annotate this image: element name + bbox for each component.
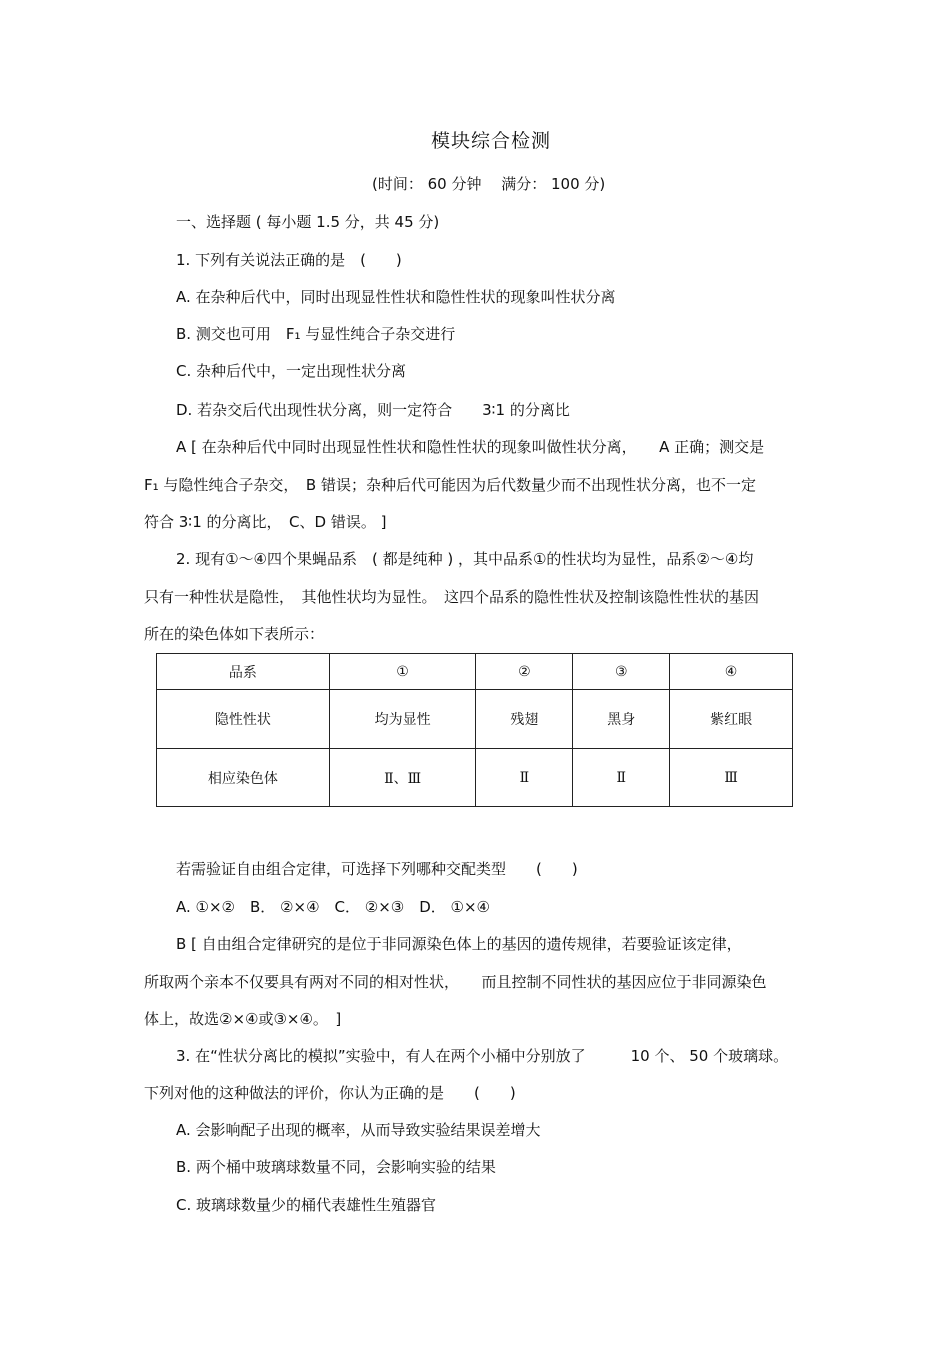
table-row: [157, 654, 793, 690]
q1-answer-line-2: F₁ 与隐性纯合子杂交， B 错误；杂种后代可能因为后代数量少而不出现性状分离，也不一定: [144, 476, 756, 494]
q2-stem-line-1: 2. 现有①～④四个果蝇品系 ( 都是纯种 ) ，其中品系①的性状均为显性，品系②～④均: [176, 550, 754, 568]
table-cell: ③: [573, 654, 670, 690]
q2-answer-line-1: B [ 自由组合定律研究的是位于非同源染色体上的基因的遗传规律，若要验证该定律，: [176, 935, 742, 953]
table-cell: 品系: [157, 654, 330, 690]
q3-option-a: A. 会影响配子出现的概率，从而导致实验结果误差增大: [176, 1121, 541, 1139]
q1-option-b: B. 测交也可用 F₁ 与显性纯合子杂交进行: [176, 325, 456, 343]
table-cell: Ⅱ: [573, 749, 670, 807]
q2-options: A. ①×② B． ②×④ C． ②×③ D． ①×④: [176, 898, 491, 916]
q3-stem-line-1: 3. 在“性状分离比的模拟”实验中，有人在两个小桶中分别放了 10 个、 50 个玻璃球。: [176, 1047, 789, 1065]
fruit-fly-strain-table: [156, 653, 793, 807]
q3-option-c: C. 玻璃球数量少的桶代表雄性生殖器官: [176, 1196, 437, 1214]
section-heading: 一、选择题 ( 每小题 1.5 分，共 45 分): [176, 213, 440, 231]
q2-question: 若需验证自由组合定律，可选择下列哪种交配类型 ( ): [176, 860, 578, 878]
table-cell: 残翅: [476, 690, 573, 749]
table-cell: 黑身: [573, 690, 670, 749]
table-cell: Ⅲ: [670, 749, 793, 807]
table-row: [157, 749, 793, 807]
table-cell: ①: [329, 654, 476, 690]
page-title: 模块综合检测: [431, 130, 552, 152]
q3-option-b: B. 两个桶中玻璃球数量不同，会影响实验的结果: [176, 1158, 496, 1176]
q1-answer-line-1: A [ 在杂种后代中同时出现显性性状和隐性性状的现象叫做性状分离， A 正确；测交是: [176, 438, 765, 456]
exam-info: (时间： 60 分钟 满分： 100 分): [372, 175, 606, 193]
q1-option-a: A. 在杂种后代中，同时出现显性性状和隐性性状的现象叫性状分离: [176, 288, 616, 306]
q1-option-c: C. 杂种后代中，一定出现性状分离: [176, 362, 407, 380]
table-cell: 相应染色体: [157, 749, 330, 807]
q1-stem: 1. 下列有关说法正确的是 ( ): [176, 251, 402, 269]
table-row: [157, 690, 793, 749]
q1-option-d: D. 若杂交后代出现性状分离，则一定符合 3∶1 的分离比: [176, 401, 570, 419]
table-cell: 隐性性状: [157, 690, 330, 749]
table-cell: 紫红眼: [670, 690, 793, 749]
table-cell: 均为显性: [329, 690, 476, 749]
q1-answer-line-3: 符合 3∶1 的分离比， C、D 错误。 ]: [144, 513, 387, 531]
q2-stem-line-3: 所在的染色体如下表所示：: [144, 625, 325, 643]
table-cell: Ⅱ、Ⅲ: [329, 749, 476, 807]
q2-stem-line-2: 只有一种性状是隐性， 其他性状均为显性。 这四个品系的隐性性状及控制该隐性性状的基因: [144, 588, 760, 606]
q2-answer-line-2: 所取两个亲本不仅要具有两对不同的相对性状， 而且控制不同性状的基因应位于非同源染色: [144, 973, 767, 991]
table-cell: Ⅱ: [476, 749, 573, 807]
q3-stem-line-2: 下列对他的这种做法的评价，你认为正确的是 ( ): [144, 1084, 516, 1102]
table-cell: ②: [476, 654, 573, 690]
q2-answer-line-3: 体上，故选②×④或③×④。 ]: [144, 1010, 342, 1028]
table-cell: ④: [670, 654, 793, 690]
